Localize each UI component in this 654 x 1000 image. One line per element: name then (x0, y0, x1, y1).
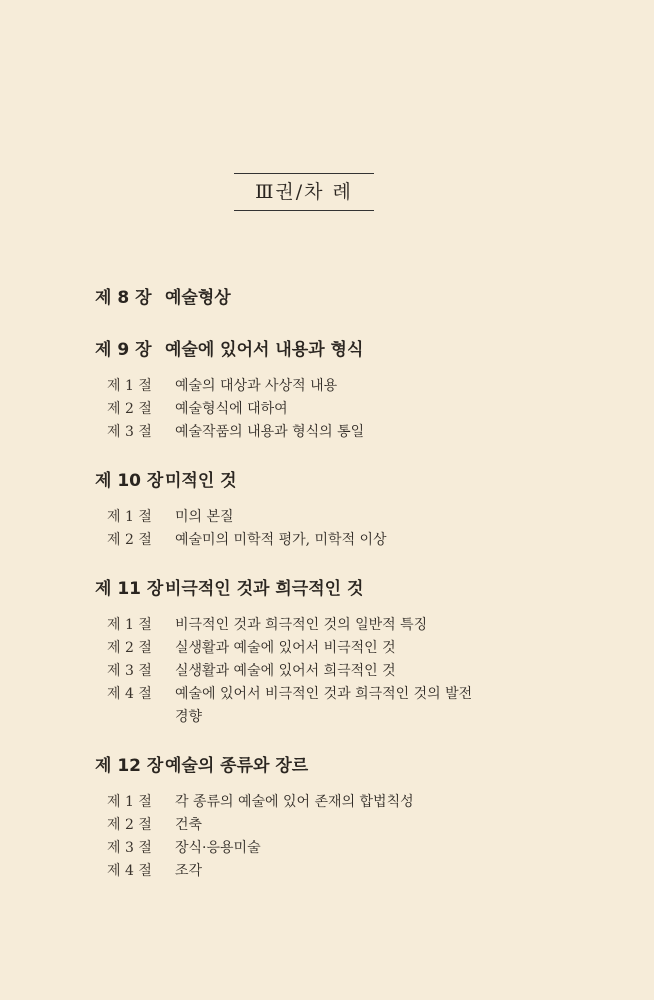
section-number: 제 2 절 (107, 817, 152, 833)
section-item (95, 529, 615, 552)
section-title: 비극적인 것과 희극적인 것의 일반적 특징 (175, 617, 428, 633)
chapter-title: 예술의 종류와 장르 (165, 756, 309, 776)
section-title: 건축 (175, 817, 203, 833)
section-title: 장식·응용미술 (175, 840, 261, 856)
chapter-title: 미적인 것 (165, 471, 237, 491)
section-list (95, 375, 615, 444)
section-item (95, 860, 615, 883)
section-number: 제 3 절 (107, 840, 152, 856)
section-title: 각 종류의 예술에 있어 존재의 합법칙성 (175, 794, 414, 810)
section-list (95, 614, 615, 729)
section-item (95, 791, 615, 814)
section-title: 예술의 대상과 사상적 내용 (175, 378, 338, 394)
section-number: 제 3 절 (107, 663, 152, 679)
section-number: 제 3 절 (107, 424, 152, 440)
chapter-11 (95, 578, 615, 729)
section-item (95, 637, 615, 660)
section-title: 예술에 있어서 비극적인 것과 희극적인 것의 발전 경향 (175, 686, 473, 725)
chapter-number: 제 10 장 (95, 471, 164, 491)
section-title: 조각 (175, 863, 203, 879)
section-number: 제 2 절 (107, 401, 152, 417)
section-title: 예술형식에 대하여 (175, 401, 288, 417)
chapter-number: 제 12 장 (95, 756, 164, 776)
section-item (95, 660, 615, 683)
chapter-title: 예술에 있어서 내용과 형식 (165, 340, 364, 360)
section-list (95, 506, 615, 552)
section-item (95, 837, 615, 860)
title-rule-bottom (234, 210, 374, 211)
section-item (95, 375, 615, 398)
table-of-contents (95, 287, 615, 883)
chapter-10 (95, 470, 615, 552)
section-list (95, 791, 615, 883)
chapter-number: 제 11 장 (95, 579, 164, 599)
section-title: 미의 본질 (175, 509, 234, 525)
section-item (95, 421, 615, 444)
section-number: 제 1 절 (107, 617, 152, 633)
chapter-heading (95, 470, 615, 492)
chapter-number: 제 8 장 (95, 288, 152, 308)
section-item (95, 398, 615, 421)
section-number: 제 1 절 (107, 509, 152, 525)
section-item (95, 614, 615, 637)
section-number: 제 2 절 (107, 532, 152, 548)
section-item (95, 506, 615, 529)
chapter-heading (95, 287, 615, 309)
section-number: 제 1 절 (107, 794, 152, 810)
section-number: 제 4 절 (107, 686, 152, 702)
chapter-heading (95, 755, 615, 777)
chapter-heading (95, 339, 615, 361)
section-number: 제 4 절 (107, 863, 152, 879)
chapter-8 (95, 287, 615, 309)
section-title: 실생활과 예술에 있어서 희극적인 것 (175, 663, 396, 679)
section-number: 제 2 절 (107, 640, 152, 656)
chapter-9 (95, 339, 615, 444)
chapter-heading (95, 578, 615, 600)
chapter-12 (95, 755, 615, 883)
chapter-number: 제 9 장 (95, 340, 152, 360)
section-title: 예술미의 미학적 평가, 미학적 이상 (175, 532, 387, 548)
page-title: Ⅲ권/차 례 (255, 181, 353, 203)
chapter-title: 예술형상 (165, 288, 231, 308)
section-item (95, 683, 615, 729)
section-title: 예술작품의 내용과 형식의 통일 (175, 424, 365, 440)
toc-title-block (234, 173, 374, 211)
section-title: 실생활과 예술에 있어서 비극적인 것 (175, 640, 396, 656)
section-number: 제 1 절 (107, 378, 152, 394)
section-item (95, 814, 615, 837)
chapter-title: 비극적인 것과 희극적인 것 (165, 579, 364, 599)
